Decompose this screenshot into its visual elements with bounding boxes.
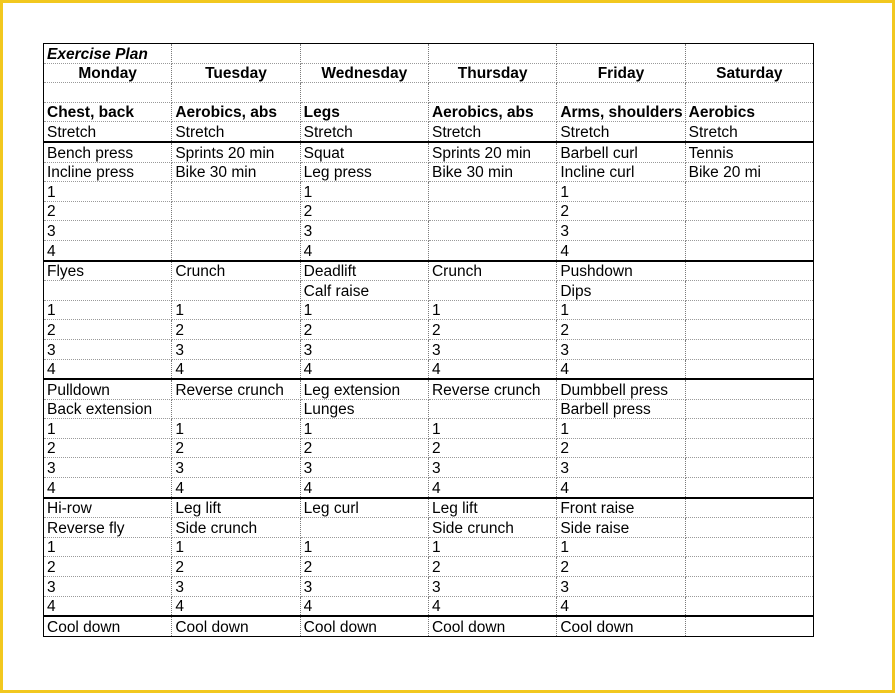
exercise-cell (685, 240, 813, 260)
exercise-cell: Leg extension (300, 379, 428, 399)
exercise-cell: 3 (172, 577, 300, 597)
exercise-cell: 3 (428, 339, 556, 359)
exercise-cell: 4 (172, 478, 300, 498)
exercise-cell (685, 281, 813, 301)
exercise-cell: 4 (44, 478, 172, 498)
exercise-cell: 3 (44, 458, 172, 478)
exercise-cell: Crunch (428, 261, 556, 281)
day-header: Tuesday (172, 63, 300, 83)
exercise-cell: Barbell press (557, 399, 685, 419)
table-cell (300, 44, 428, 64)
exercise-cell: Cool down (172, 616, 300, 636)
title-row (44, 44, 814, 64)
exercise-cell: Dumbbell press (557, 379, 685, 399)
exercise-cell: 3 (44, 577, 172, 597)
exercise-cell: Side raise (557, 518, 685, 538)
exercise-cell (172, 281, 300, 301)
table-row (44, 537, 814, 557)
exercise-cell (685, 458, 813, 478)
exercise-cell: 2 (44, 201, 172, 221)
exercise-cell: 2 (44, 320, 172, 340)
table-row (44, 596, 814, 616)
exercise-cell: 2 (428, 320, 556, 340)
exercise-cell (685, 438, 813, 458)
exercise-cell: 2 (557, 201, 685, 221)
exercise-cell: 1 (172, 300, 300, 320)
exercise-cell: 4 (44, 596, 172, 616)
day-header: Wednesday (300, 63, 428, 83)
exercise-cell (685, 478, 813, 498)
exercise-cell (685, 300, 813, 320)
exercise-cell: Hi-row (44, 498, 172, 518)
table-cell (557, 83, 685, 103)
exercise-cell: Squat (300, 142, 428, 162)
exercise-cell: 3 (44, 221, 172, 241)
exercise-cell: Incline press (44, 162, 172, 182)
exercise-cell (428, 240, 556, 260)
exercise-cell: 4 (300, 596, 428, 616)
exercise-cell: 3 (428, 577, 556, 597)
exercise-cell: 4 (557, 240, 685, 260)
exercise-cell: Front raise (557, 498, 685, 518)
table-cell (685, 44, 813, 64)
exercise-cell: 1 (172, 537, 300, 557)
exercise-cell: Sprints 20 min (172, 142, 300, 162)
exercise-cell: 4 (172, 596, 300, 616)
exercise-cell: 4 (172, 359, 300, 379)
exercise-cell: 2 (172, 438, 300, 458)
exercise-cell: 2 (172, 557, 300, 577)
table-row (44, 518, 814, 538)
exercise-cell (685, 596, 813, 616)
exercise-cell (685, 557, 813, 577)
exercise-cell: 1 (300, 537, 428, 557)
exercise-cell (685, 320, 813, 340)
exercise-cell: Leg lift (428, 498, 556, 518)
exercise-cell: Side crunch (428, 518, 556, 538)
table-row (44, 379, 814, 399)
table-row (44, 221, 814, 241)
exercise-cell: 1 (300, 300, 428, 320)
exercise-cell: 2 (300, 438, 428, 458)
exercise-plan-table (43, 43, 814, 637)
exercise-cell (172, 240, 300, 260)
table-title: Exercise Plan (44, 44, 172, 64)
table-row (44, 616, 814, 636)
table-row (44, 577, 814, 597)
table-cell (685, 83, 813, 103)
exercise-cell: Stretch (300, 122, 428, 142)
exercise-cell: 4 (428, 478, 556, 498)
table-cell (428, 44, 556, 64)
exercise-cell: 2 (557, 557, 685, 577)
table-row (44, 182, 814, 202)
exercise-cell: 3 (557, 577, 685, 597)
exercise-cell: Tennis (685, 142, 813, 162)
table-cell (44, 83, 172, 103)
table-row (44, 300, 814, 320)
exercise-cell: 2 (44, 438, 172, 458)
exercise-cell (172, 399, 300, 419)
exercise-cell: 4 (557, 478, 685, 498)
exercise-cell: Dips (557, 281, 685, 301)
table-row (44, 419, 814, 439)
exercise-cell: Stretch (172, 122, 300, 142)
exercise-cell: 4 (428, 359, 556, 379)
table-row (44, 339, 814, 359)
table-row (44, 399, 814, 419)
table-cell (172, 44, 300, 64)
exercise-cell: 1 (44, 300, 172, 320)
exercise-cell: 2 (300, 557, 428, 577)
exercise-cell: Stretch (557, 122, 685, 142)
table-row (44, 320, 814, 340)
exercise-cell: Cool down (44, 616, 172, 636)
exercise-cell (172, 221, 300, 241)
exercise-cell: 1 (300, 419, 428, 439)
table-row (44, 142, 814, 162)
table-row (44, 281, 814, 301)
exercise-cell: 3 (428, 458, 556, 478)
exercise-cell: 1 (557, 537, 685, 557)
exercise-cell: 1 (557, 419, 685, 439)
day-header: Thursday (428, 63, 556, 83)
exercise-cell: 4 (557, 596, 685, 616)
exercise-cell: Stretch (44, 122, 172, 142)
exercise-cell: 1 (44, 182, 172, 202)
exercise-cell: Leg lift (172, 498, 300, 518)
exercise-cell: Stretch (428, 122, 556, 142)
exercise-cell: 1 (428, 419, 556, 439)
day-header: Saturday (685, 63, 813, 83)
focus-cell: Aerobics, abs (172, 102, 300, 122)
exercise-cell: Barbell curl (557, 142, 685, 162)
exercise-cell: Leg press (300, 162, 428, 182)
exercise-cell: Bike 20 mi (685, 162, 813, 182)
exercise-cell (685, 201, 813, 221)
focus-cell: Aerobics, abs (428, 102, 556, 122)
exercise-cell: 3 (557, 221, 685, 241)
exercise-cell (685, 221, 813, 241)
table-row (44, 201, 814, 221)
exercise-cell: Reverse fly (44, 518, 172, 538)
exercise-cell: Cool down (428, 616, 556, 636)
exercise-cell: 3 (300, 577, 428, 597)
table-row (44, 261, 814, 281)
exercise-cell (685, 518, 813, 538)
table-row (44, 162, 814, 182)
exercise-cell: 1 (557, 182, 685, 202)
exercise-cell: Sprints 20 min (428, 142, 556, 162)
exercise-cell (685, 537, 813, 557)
exercise-cell: Bench press (44, 142, 172, 162)
exercise-cell (685, 261, 813, 281)
exercise-cell: 1 (44, 419, 172, 439)
table-cell (428, 83, 556, 103)
exercise-cell: Reverse crunch (172, 379, 300, 399)
exercise-cell (685, 498, 813, 518)
table-row (44, 498, 814, 518)
exercise-cell (685, 577, 813, 597)
exercise-cell: Cool down (557, 616, 685, 636)
exercise-cell: 1 (44, 537, 172, 557)
exercise-cell: 4 (300, 478, 428, 498)
exercise-cell: 1 (300, 182, 428, 202)
table-row (44, 122, 814, 142)
exercise-cell (428, 201, 556, 221)
exercise-cell: 2 (428, 557, 556, 577)
exercise-cell: Lunges (300, 399, 428, 419)
exercise-cell: Bike 30 min (428, 162, 556, 182)
exercise-cell: Pushdown (557, 261, 685, 281)
exercise-cell: 2 (300, 201, 428, 221)
exercise-cell: Pulldown (44, 379, 172, 399)
exercise-cell: Incline curl (557, 162, 685, 182)
exercise-cell (685, 182, 813, 202)
exercise-cell: 4 (300, 240, 428, 260)
table-row (44, 240, 814, 260)
exercise-cell: 2 (428, 438, 556, 458)
exercise-cell: 3 (557, 339, 685, 359)
table-cell (557, 44, 685, 64)
exercise-cell: Stretch (685, 122, 813, 142)
exercise-cell: 2 (557, 320, 685, 340)
exercise-cell (685, 399, 813, 419)
day-header-row (44, 63, 814, 83)
table-row (44, 438, 814, 458)
blank-row (44, 83, 814, 103)
exercise-cell: 4 (44, 240, 172, 260)
table-row (44, 557, 814, 577)
exercise-cell (685, 359, 813, 379)
exercise-cell (172, 201, 300, 221)
exercise-cell: Deadlift (300, 261, 428, 281)
exercise-cell: 4 (300, 359, 428, 379)
exercise-cell: 2 (300, 320, 428, 340)
day-header: Friday (557, 63, 685, 83)
exercise-cell: 3 (557, 458, 685, 478)
focus-cell: Arms, shoulders (557, 102, 685, 122)
exercise-cell: 4 (557, 359, 685, 379)
focus-row (44, 102, 814, 122)
exercise-cell: 1 (428, 537, 556, 557)
exercise-cell (172, 182, 300, 202)
exercise-cell (300, 518, 428, 538)
focus-cell: Chest, back (44, 102, 172, 122)
exercise-cell: 3 (172, 458, 300, 478)
exercise-cell: 1 (172, 419, 300, 439)
focus-cell: Legs (300, 102, 428, 122)
exercise-cell (685, 339, 813, 359)
exercise-cell: 1 (428, 300, 556, 320)
exercise-cell: 3 (172, 339, 300, 359)
exercise-cell: Bike 30 min (172, 162, 300, 182)
focus-cell: Aerobics (685, 102, 813, 122)
exercise-cell: 3 (300, 339, 428, 359)
exercise-cell (428, 221, 556, 241)
exercise-cell: 2 (44, 557, 172, 577)
exercise-cell (428, 399, 556, 419)
exercise-cell: Reverse crunch (428, 379, 556, 399)
exercise-cell (428, 182, 556, 202)
exercise-cell: 3 (300, 458, 428, 478)
exercise-cell: 2 (557, 438, 685, 458)
exercise-cell: Flyes (44, 261, 172, 281)
exercise-cell (685, 419, 813, 439)
exercise-cell (428, 281, 556, 301)
day-header: Monday (44, 63, 172, 83)
exercise-cell: Back extension (44, 399, 172, 419)
exercise-cell (685, 616, 813, 636)
table-cell (300, 83, 428, 103)
exercise-cell: Leg curl (300, 498, 428, 518)
table-row (44, 458, 814, 478)
exercise-cell: Crunch (172, 261, 300, 281)
exercise-cell: 2 (172, 320, 300, 340)
exercise-cell: Cool down (300, 616, 428, 636)
table-row (44, 359, 814, 379)
exercise-cell: 1 (557, 300, 685, 320)
exercise-cell: 3 (44, 339, 172, 359)
exercise-cell: 3 (300, 221, 428, 241)
table-row (44, 478, 814, 498)
exercise-cell: 4 (44, 359, 172, 379)
exercise-cell: 4 (428, 596, 556, 616)
exercise-cell: Calf raise (300, 281, 428, 301)
table-cell (172, 83, 300, 103)
exercise-cell (44, 281, 172, 301)
exercise-cell: Side crunch (172, 518, 300, 538)
exercise-cell (685, 379, 813, 399)
